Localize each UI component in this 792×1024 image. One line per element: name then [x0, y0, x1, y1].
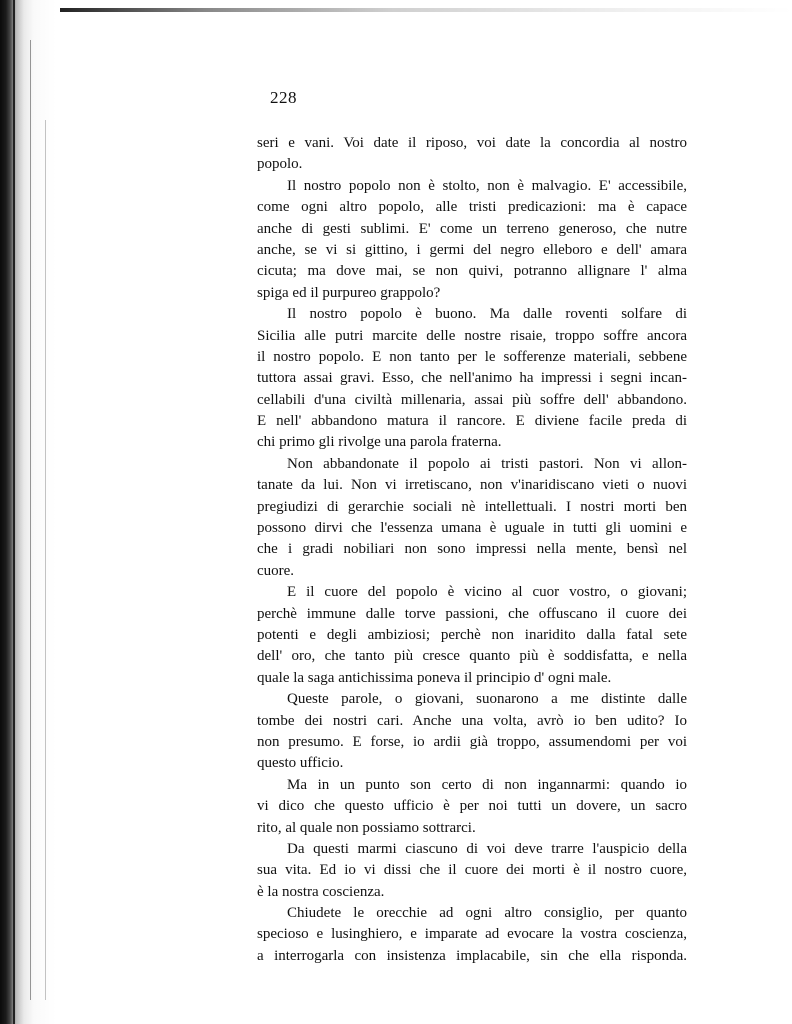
text-line: questo ufficio.: [257, 755, 344, 772]
text-line: tombe dei nostri cari. Anche una volta, avrò io ben udito? Io: [257, 712, 687, 729]
text-line: vi dico che questo ufficio è per noi tutti un dovere, un sacro: [257, 798, 687, 815]
text-line: specioso e lusinghiero, e imparate ad evocare la vostra coscienza,: [257, 926, 687, 943]
text-line: cuore.: [257, 562, 295, 579]
text-line: è la nostra coscienza.: [257, 883, 385, 900]
text-line: chi primo gli rivolge una parola fraterna.: [257, 434, 502, 451]
text-line: come ogni altro popolo, alle tristi predicazioni: ma è capace: [257, 199, 687, 216]
text-line: Il nostro popolo è buono. Ma dalle roventi solfare di: [287, 306, 687, 323]
text-line: a interrogarla con insistenza implacabile, sin che ella risponda.: [257, 947, 687, 964]
text-line: popolo.: [257, 156, 303, 173]
text-line: anche di gesti sublimi. E' come un terreno generoso, che nutre: [257, 220, 687, 237]
text-line: possono dirvi che l'essenza umana è uguale in tutti gli uomini e: [257, 520, 687, 537]
text-line: seri e vani. Voi date il riposo, voi date la concordia al nostro: [257, 135, 687, 151]
text-line: potenti e degli ambiziosi; perchè non inaridito dalla fatal sete: [257, 626, 687, 643]
page-number: 228: [270, 88, 297, 107]
text-line: non presumo. E forse, io ardii già troppo, assumendomi per voi: [257, 733, 687, 750]
text-line: E nell' abbandono matura il rancore. E diviene facile preda di: [257, 413, 687, 430]
text-line: Chiudete le orecchie ad ogni altro consiglio, per quanto: [287, 905, 687, 922]
text-line: tanate da lui. Non vi irretiscano, non v'inaridiscano vieti o nuovi: [257, 477, 687, 494]
page-top-edge: [60, 8, 792, 12]
text-line: Da questi marmi ciascuno di voi deve trarre l'auspicio della: [287, 840, 687, 857]
text-line: cicuta; ma dove mai, se non quivi, potranno allignare l' alma: [257, 263, 687, 280]
text-line: pregiudizi di gerarchie sociali nè intellettuali. I nostri morti ben: [257, 498, 687, 515]
text-line: che i gradi nobiliari non sono impressi nella mente, bensì nel: [257, 541, 687, 558]
text-line: anche, se vi si gittino, i germi del negro elleboro e dell' amara: [257, 241, 687, 258]
text-line: Il nostro popolo non è stolto, non è malvagio. E' accessibile,: [287, 177, 687, 194]
body-text: [257, 133, 687, 967]
text-line: sua vita. Ed io vi dissi che il cuore dei morti è il nostro cuore,: [257, 862, 687, 879]
text-line: quale la saga antichissima poneva il principio d' ogni male.: [257, 669, 612, 686]
text-line: cellabili d'una civiltà millenaria, assai più soffre dell' abbandono.: [257, 391, 687, 408]
book-binding-edge: [0, 0, 56, 1024]
text-line: Non abbandonate il popolo ai tristi pastori. Non vi allon-: [287, 455, 687, 472]
text-line: rito, al quale non possiamo sottrarci.: [257, 819, 476, 836]
text-line: Sicilia alle putri marcite delle nostre risaie, troppo soffre ancora: [257, 327, 687, 344]
text-line: dell' oro, che tanto più cresce quanto più è soddisfatta, e nella: [257, 648, 687, 665]
text-line: tuttora assai gravi. Esso, che nell'animo ha impressi i segni incan-: [257, 370, 687, 387]
text-line: E il cuore del popolo è vicino al cuor vostro, o giovani;: [287, 584, 687, 601]
text-line: perchè immune dalle torve passioni, che offuscano il cuore dei: [257, 605, 687, 622]
text-line: il nostro popolo. E non tanto per le sofferenze materiali, sebbene: [257, 348, 687, 365]
text-line: Ma in un punto son certo di non ingannarmi: quando io: [287, 776, 687, 793]
text-line: spiga ed il purpureo grappolo?: [257, 284, 441, 301]
text-line: Queste parole, o giovani, suonarono a me distinte dalle: [287, 691, 687, 708]
